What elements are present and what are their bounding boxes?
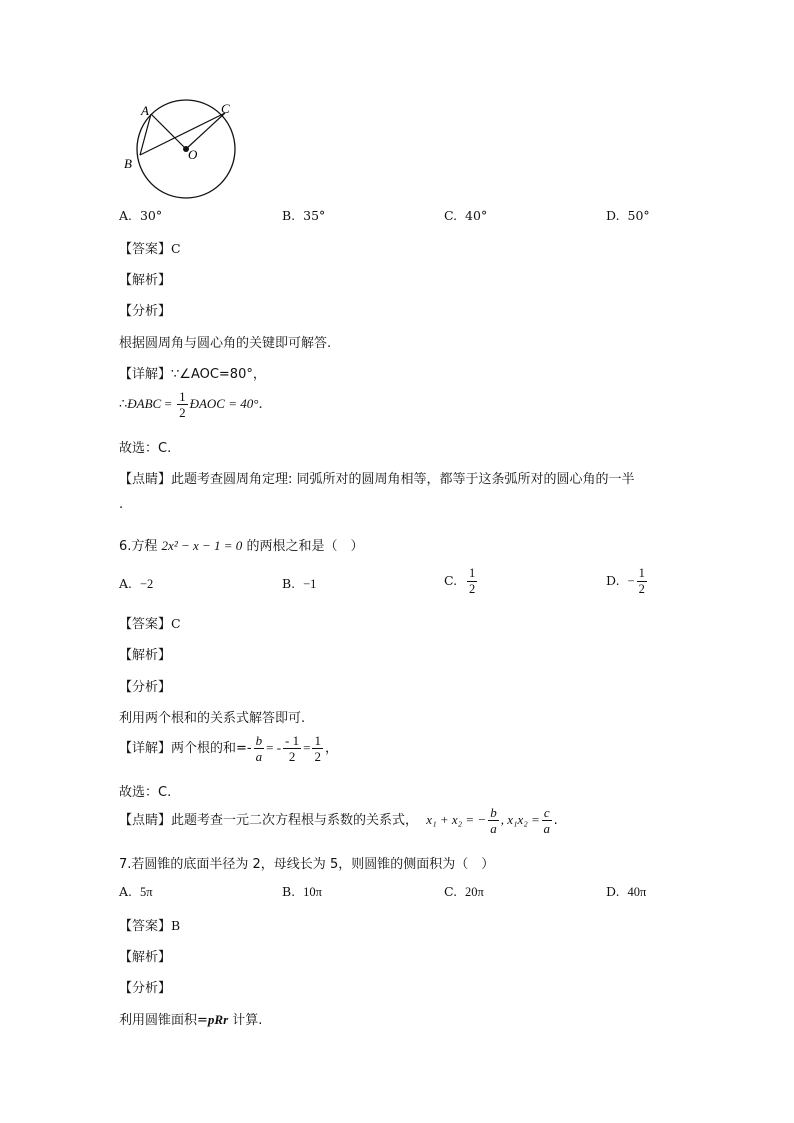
q5-option-a: A. 30° [119,208,163,223]
q5-answer: 【答案】C [119,241,181,257]
q5-analysis: 根据圆周角与圆心角的关键即可解答. [119,336,332,351]
q6-comment: 【点睛】此题考查一元二次方程根与系数的关系式， x₁ + x₂ = − $\frac{b}{a}$ , x₁x₂ = $\frac{c}{a}$ . [119,805,558,836]
segment-AO [151,114,186,149]
q7-option-a: A. 5π [119,884,153,899]
q6-option-c: C. $\frac{1}{2}$ [444,566,476,596]
segment-CO [186,113,225,149]
q7-answer: 【答案】B [119,918,181,934]
q7-analysis: 利用圆锥面积=pRr 计算. [119,1012,263,1028]
q7-option-b: B. 10π [282,884,322,899]
q7-option-d: D. 40π [606,884,647,899]
q5-jiexi: 【解析】 [119,273,172,288]
q6-answer: 【答案】C [119,616,181,632]
q5-choose: 故选：C. [119,441,172,456]
circle-figure [115,95,245,205]
q5-option-b: B. 35° [282,208,326,223]
q7-stem: 7.若圆锥的底面半径为 2，母线长为 5，则圆锥的侧面积为（ ） [119,857,495,872]
label-O: O [188,147,198,162]
q5-option-d: D. 50° [606,208,650,223]
segment-AB [140,114,151,155]
q6-analysis: 利用两个根和的关系式解答即可. [119,711,306,726]
q5-option-c: C. 40° [444,208,488,223]
q6-stem: 6.方程 2x² − x − 1 = 0 的两根之和是（ ） [119,538,364,554]
q7-option-c: C. 20π [444,884,484,899]
q6-option-b: B. −1 [282,576,317,591]
q6-option-d: D. − $\frac{1}{2}$ [606,566,645,596]
q5-detail: 【详解】∵∠AOC=80°， [119,367,266,382]
q5-fenxi: 【分析】 [119,304,172,319]
label-C: C [221,101,230,116]
segment-BC [140,113,225,155]
q5-comment: 【点睛】此题考查圆周角定理: 同弧所对的圆周角相等，都等于这条弧所对的圆心角的一半 [119,472,635,487]
q6-option-a: A. −2 [119,576,154,591]
q6-detail: 【详解】两个根的和=- $\frac{b}{a}$ = - $\frac{- 1}{2}$ = $\frac{1}{2}$ ， [119,733,338,764]
q5-comment-end: . [119,497,124,512]
q7-fenxi: 【分析】 [119,981,172,996]
q6-fenxi: 【分析】 [119,680,172,695]
label-B: B [124,156,132,171]
q6-jiexi: 【解析】 [119,648,172,663]
q5-equation: ∴ÐABC = $\frac{1}{2}$ ÐAOC = 40°. [119,389,263,420]
q6-choose: 故选：C. [119,785,172,800]
q7-jiexi: 【解析】 [119,950,172,965]
label-A: A [141,103,149,118]
